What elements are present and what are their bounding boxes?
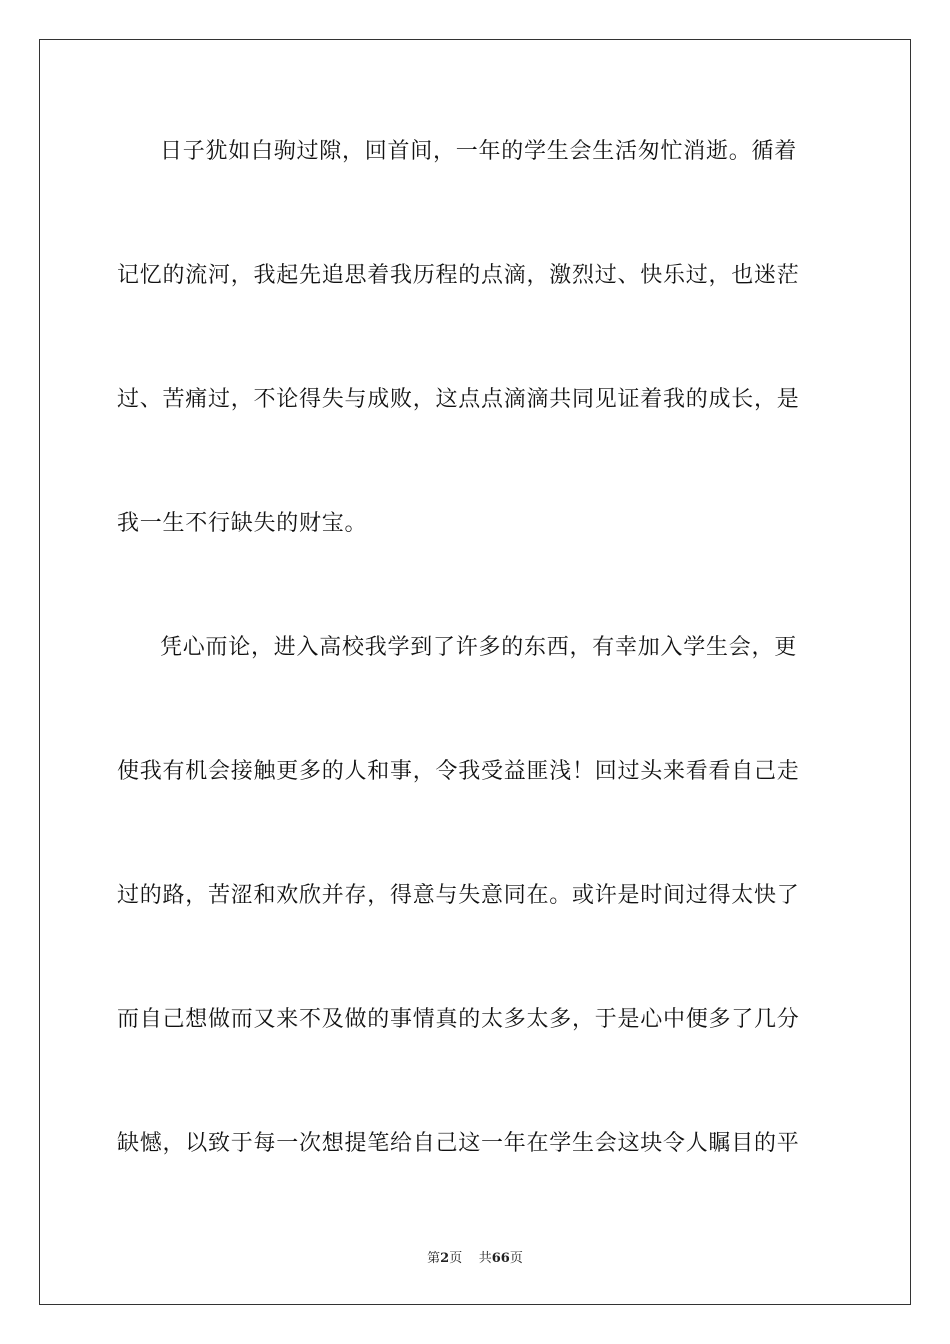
total-label: 共 — [478, 1251, 492, 1266]
total-pages: 66 — [491, 1251, 510, 1266]
paragraph-1-line-1: 日子犹如白驹过隙，回首间，一年的学生会生活匆忙消逝。循着 — [160, 139, 798, 164]
page-unit: 页 — [449, 1251, 463, 1266]
paragraph-2-line-4: 而自己想做而又来不及做的事情真的太多太多，于是心中便多了几分 — [117, 1007, 800, 1032]
page-label: 第 — [427, 1251, 441, 1266]
paragraph-1-line-4: 我一生不行缺失的财宝。 — [117, 511, 368, 536]
page-footer — [0, 1247, 950, 1266]
total-unit: 页 — [509, 1251, 523, 1266]
paragraph-1-line-2: 记忆的流河，我起先追思着我历程的点滴，激烈过、快乐过，也迷茫 — [117, 263, 800, 288]
page-border — [39, 39, 911, 1305]
paragraph-1-line-3: 过、苦痛过，不论得失与成败，这点点滴滴共同见证着我的成长，是 — [117, 387, 800, 412]
paragraph-2-line-3: 过的路，苦涩和欢欣并存，得意与失意同在。或许是时间过得太快了 — [117, 883, 800, 908]
paragraph-2-line-2: 使我有机会接触更多的人和事，令我受益匪浅！回过头来看看自己走 — [117, 759, 800, 784]
page-number: 2 — [440, 1251, 450, 1266]
paragraph-2-line-1: 凭心而论，进入高校我学到了许多的东西，有幸加入学生会，更 — [160, 635, 798, 660]
paragraph-2-line-5: 缺憾，以致于每一次想提笔给自己这一年在学生会这块令人瞩目的平 — [117, 1131, 800, 1156]
